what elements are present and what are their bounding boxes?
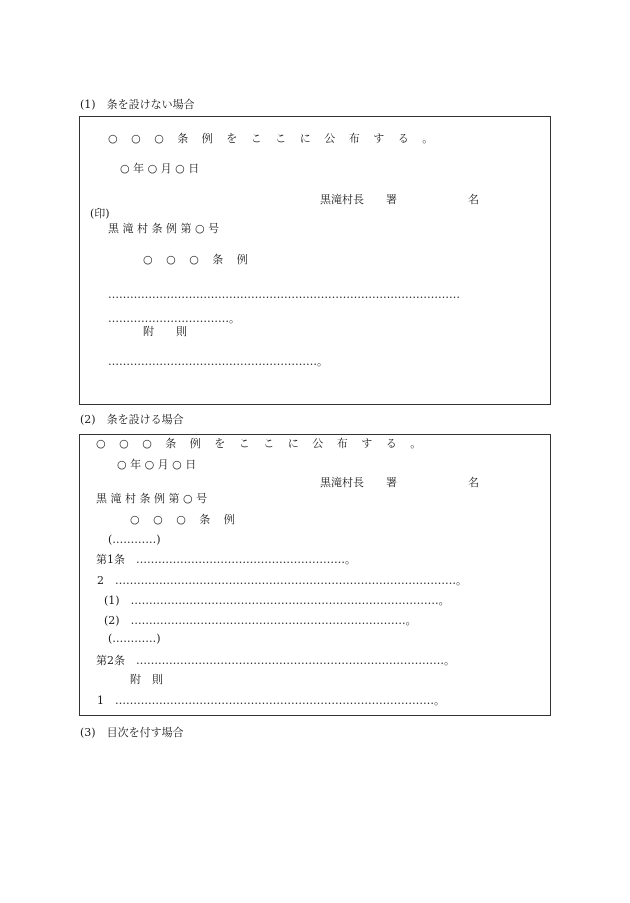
section1-supplementary-heading: 附 則 — [143, 325, 187, 338]
section2-article2: 第2条 …………………………………………………………………………。 — [96, 654, 455, 667]
section2-paragraph2: 2 …………………………………………………………………………………。 — [97, 574, 467, 587]
section1-heading: (1) 条を設けない場合 — [80, 98, 195, 111]
section2-caption1: (…………) — [108, 533, 161, 546]
section1-body-line2: ……………………………。 — [108, 312, 240, 325]
section2-signer: 黒滝村長 署 — [320, 476, 397, 489]
section2-ordinance-title: ○ ○ ○ 条 例 — [130, 513, 240, 526]
section2-date: ○ 年 ○ 月 ○ 日 — [117, 458, 197, 471]
section1-signer-name-label: 名 — [468, 193, 479, 206]
section2-supplementary-item: 1 ……………………………………………………………………………。 — [97, 694, 445, 707]
section2-caption2: (…………) — [108, 632, 161, 645]
section1-proclamation: ○ ○ ○ 条 例 を こ こ に 公 布 す る 。 — [108, 132, 439, 145]
section1-ordinance-title: ○ ○ ○ 条 例 — [143, 253, 253, 266]
section2-proclamation: ○ ○ ○ 条 例 を こ こ に 公 布 す る 。 — [96, 437, 427, 450]
section2-ordinance-number: 黒 滝 村 条 例 第 ○ 号 — [96, 492, 208, 505]
section2-article1: 第1条 …………………………………………………。 — [96, 553, 356, 566]
section1-date: ○ 年 ○ 月 ○ 日 — [120, 162, 200, 175]
section3-heading: (3) 目次を付す場合 — [80, 726, 184, 739]
section2-supplementary-heading: 附 則 — [130, 673, 163, 686]
section2-heading: (2) 条を設ける場合 — [80, 413, 184, 426]
section1-supplementary-line: …………………………………………………。 — [108, 355, 328, 368]
section1-seal: (印) — [90, 207, 110, 220]
section1-signer: 黒滝村長 署 — [320, 193, 397, 206]
section1-body-line1: …………………………………………………………………………………… — [108, 288, 460, 301]
section1-ordinance-number: 黒 滝 村 条 例 第 ○ 号 — [108, 222, 220, 235]
section2-item1: (1) …………………………………………………………………………。 — [104, 594, 450, 607]
section2-item2: (2) …………………………………………………………………。 — [104, 614, 417, 627]
section2-signer-name-label: 名 — [468, 476, 479, 489]
